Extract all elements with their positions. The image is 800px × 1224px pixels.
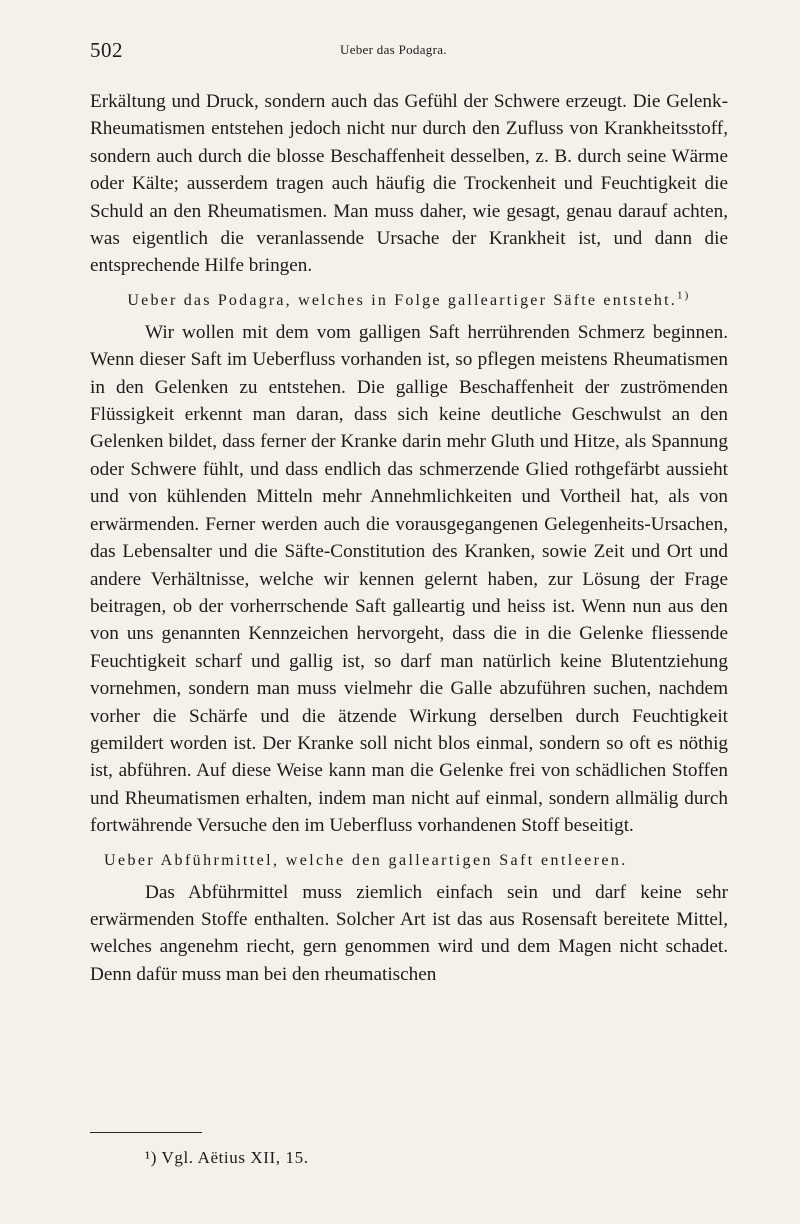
section-heading-abfuehrmittel: Ueber Abführmittel, welche den galleartigen Saft entleeren. xyxy=(104,851,628,869)
section-heading-podagra xyxy=(90,289,728,313)
page-header xyxy=(90,38,730,68)
page-number: 502 xyxy=(90,38,123,62)
paragraph-abfuehrmittel: Das Abführmittel muss ziemlich einfach sein und darf keine sehr erwärmenden Stoffe enthalten. Solcher Art ist das aus Rosensaft bereitete Mittel, welches angenehm riecht, gern genommen wird und dem Magen nicht schadet. Denn dafür muss man bei den rheumatischen xyxy=(90,881,728,985)
footnote-rule xyxy=(90,1132,202,1133)
running-head: Ueber das Podagra. xyxy=(340,42,447,57)
body-text xyxy=(90,88,728,988)
footnote-marker: 1) xyxy=(676,289,691,302)
paragraph-continuation: Erkältung und Druck, sondern auch das Gefühl der Schwere erzeugt. Die Gelenk-Rheumatismen entstehen jedoch nicht nur durch den Zufluss von Krankheitsstoff, sondern auch durch die blosse Beschaffenheit desselben, z. B. durch seine Wärme oder Kälte; ausserdem tragen auch häufig die Trockenheit und Feuchtigkeit die Schuld an den Rheumatismen. Man muss daher, wie gesagt, genau darauf achten, was eigentlich die veranlassende Ursache der Krankheit ist, und dann die entsprechende Hilfe bringen. xyxy=(90,91,728,277)
section-heading-podagra-text: Ueber das Podagra, welches in Folge galleartiger Säfte entsteht. xyxy=(127,291,677,309)
footnote: ¹) Vgl. Aëtius XII, 15. xyxy=(145,1148,309,1167)
paragraph-podagra: Wir wollen mit dem vom galligen Saft herrührenden Schmerz beginnen. Wenn dieser Saft im Ueberfluss vorhanden ist, so pflegen meistens Rheumatismen in den Gelenken zu entstehen. Die gallige Beschaffenheit der zuströmenden Flüssigkeit erkennt man daran, dass sich keine deutliche Geschwulst an den Gelenken bildet, dass ferner der Kranke darin mehr Gluth und Hitze, als Spannung oder Schwere fühlt, und dass endlich das schmerzende Glied rothgefärbt aussieht und von kühlenden Mitteln mehr Annehmlichkeiten und Vortheil hat, als von erwärmenden. Ferner werden auch die vorausgegangenen Gelegenheits-Ursachen, das Lebensalter und die Säfte-Constitution des Kranken, sowie Zeit und Ort und andere Verhältnisse, welche wir kennen gelernt haben, zur Lösung der Frage beitragen, ob der vorherrschende Saft galleartig und heiss ist. Wenn nun aus den von uns genannten Kennzeichen hervorgeht, dass die in die Gelenke fliessende Feuchtigkeit scharf und gallig ist, so darf man natürlich keine Blutentziehung vornehmen, sondern man muss vielmehr die Galle abzuführen suchen, nachdem vorher die Schärfe und die ätzende Wirkung derselben durch Feuchtigkeit gemildert worden ist. Der Kranke soll nicht blos einmal, sondern so oft es nöthig ist, abführen. Auf diese Weise kann man die Gelenke frei von schädlichen Stoffen und Rheumatismen erhalten, indem man nicht auf einmal, sondern allmälig durch fortwährende Versuche den im Ueberfluss vorhandenen Stoff beseitigt. xyxy=(90,321,728,837)
